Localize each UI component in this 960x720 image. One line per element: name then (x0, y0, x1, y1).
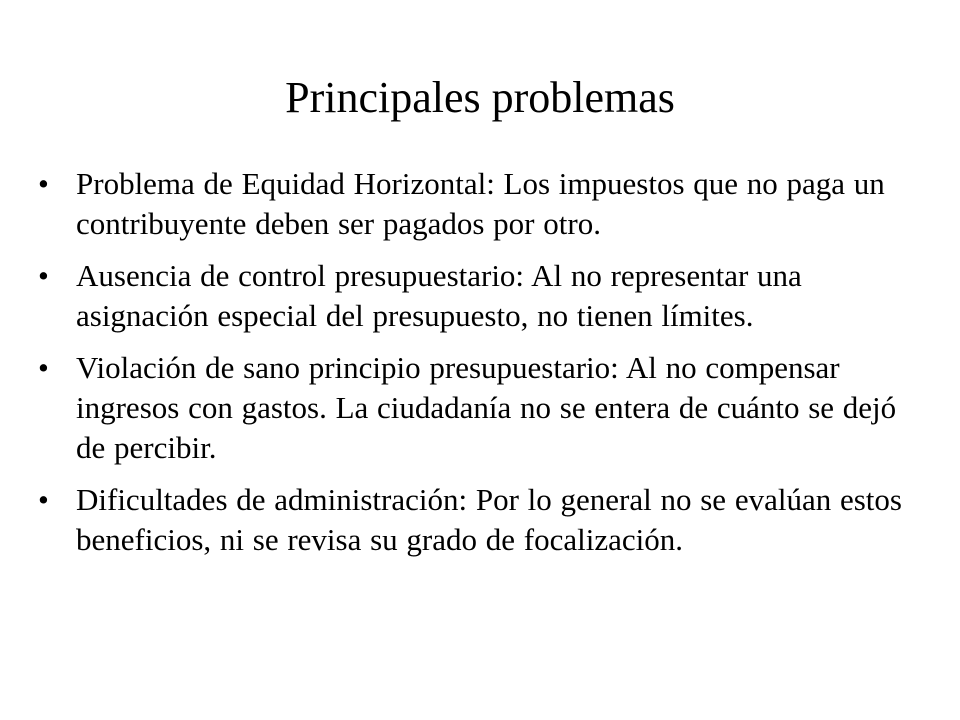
bullet-dot-icon: • (38, 482, 49, 517)
bullet-item-equidad (38, 164, 908, 244)
slide-title: Principales problemas (285, 73, 675, 122)
bullet-text: Violación de sano principio presupuestario: Al no compensar ingresos con gastos. La ciudadanía no se entera de cuánto se dejó de percibir. (76, 350, 897, 465)
bullet-dot-icon: • (38, 350, 49, 385)
bullet-dot-icon: • (38, 258, 49, 293)
bullet-text: Problema de Equidad Horizontal: Los impuestos que no paga un contribuyente deben ser pagados por otro. (76, 166, 885, 241)
bullet-item-control (38, 256, 908, 336)
bullet-item-administracion (38, 480, 908, 560)
bullet-text: Dificultades de administración: Por lo general no se evalúan estos beneficios, ni se revisa su grado de focalización. (76, 482, 902, 557)
bullet-text: Ausencia de control presupuestario: Al no representar una asignación especial del presupuesto, no tienen límites. (76, 258, 802, 333)
bullet-list (38, 164, 908, 572)
bullet-item-violacion (38, 348, 908, 468)
bullet-dot-icon: • (38, 166, 49, 201)
